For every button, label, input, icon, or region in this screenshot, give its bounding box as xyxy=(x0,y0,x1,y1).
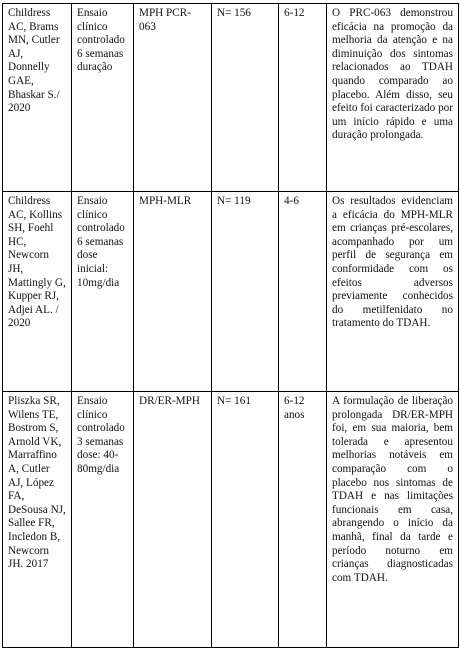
drug-cell: MPH PCR-063 xyxy=(134,4,212,192)
study-design-cell: Ensaio clínico controlado 3 semanas dose: 40-80mg/dia xyxy=(72,392,134,648)
study-design-cell: Ensaio clínico controlado 6 semanas duração xyxy=(72,4,134,192)
drug-cell: DR/ER-MPH xyxy=(134,392,212,648)
age-range-cell: 6-12 xyxy=(279,4,327,192)
sample-size-cell: N= 161 xyxy=(212,392,279,648)
table-row xyxy=(3,192,459,392)
study-design-cell: Ensaio clínico controlado 6 semanas dose inicial: 10mg/dia xyxy=(72,192,134,392)
authors-cell: Childress AC, Brams MN, Cutler AJ, Donnelly GAE, Bhaskar S./ 2020 xyxy=(3,4,72,192)
table-row xyxy=(3,4,459,192)
results-cell: A formulação de liberação prolongada DR/ER-MPH foi, em sua maioria, bem tolerada e apresentou melhorias notáveis em comparação com o placebo nos sintomas de TDAH e nas limitações funcionais em casa, abrangendo o início da manhã, final da tarde e período noturno em crianças diagnosticadas com TDAH. xyxy=(327,392,459,648)
authors-cell: Childress AC, Kollins SH, Foehl HC, Newcorn JH, Mattingly G, Kupper RJ, Adjei AL. / 2020 xyxy=(3,192,72,392)
sample-size-cell: N= 156 xyxy=(212,4,279,192)
table-row xyxy=(3,392,459,648)
studies-table xyxy=(2,3,459,648)
authors-cell: Pliszka SR, Wilens TE, Bostrom S, Arnold VK, Marraffino A, Cutler AJ, López FA, DeSousa NJ, Sallee FR, Incledon B, Newcorn JH. 2017 xyxy=(3,392,72,648)
age-range-cell: 6-12 anos xyxy=(279,392,327,648)
age-range-cell: 4-6 xyxy=(279,192,327,392)
sample-size-cell: N= 119 xyxy=(212,192,279,392)
results-cell: O PRC-063 demonstrou eficácia na promoção da melhoria da atenção e na diminuição dos sintomas relacionados ao TDAH quando comparado ao placebo. Além disso, seu efeito foi caracterizado por um início rápido e uma duração prolongada. xyxy=(327,4,459,192)
results-cell: Os resultados evidenciam a eficácia do MPH-MLR em crianças pré-escolares, acompanhado por um perfil de segurança em conformidade com os efeitos adversos previamente conhecidos do metilfenidato no tratamento do TDAH. xyxy=(327,192,459,392)
drug-cell: MPH-MLR xyxy=(134,192,212,392)
